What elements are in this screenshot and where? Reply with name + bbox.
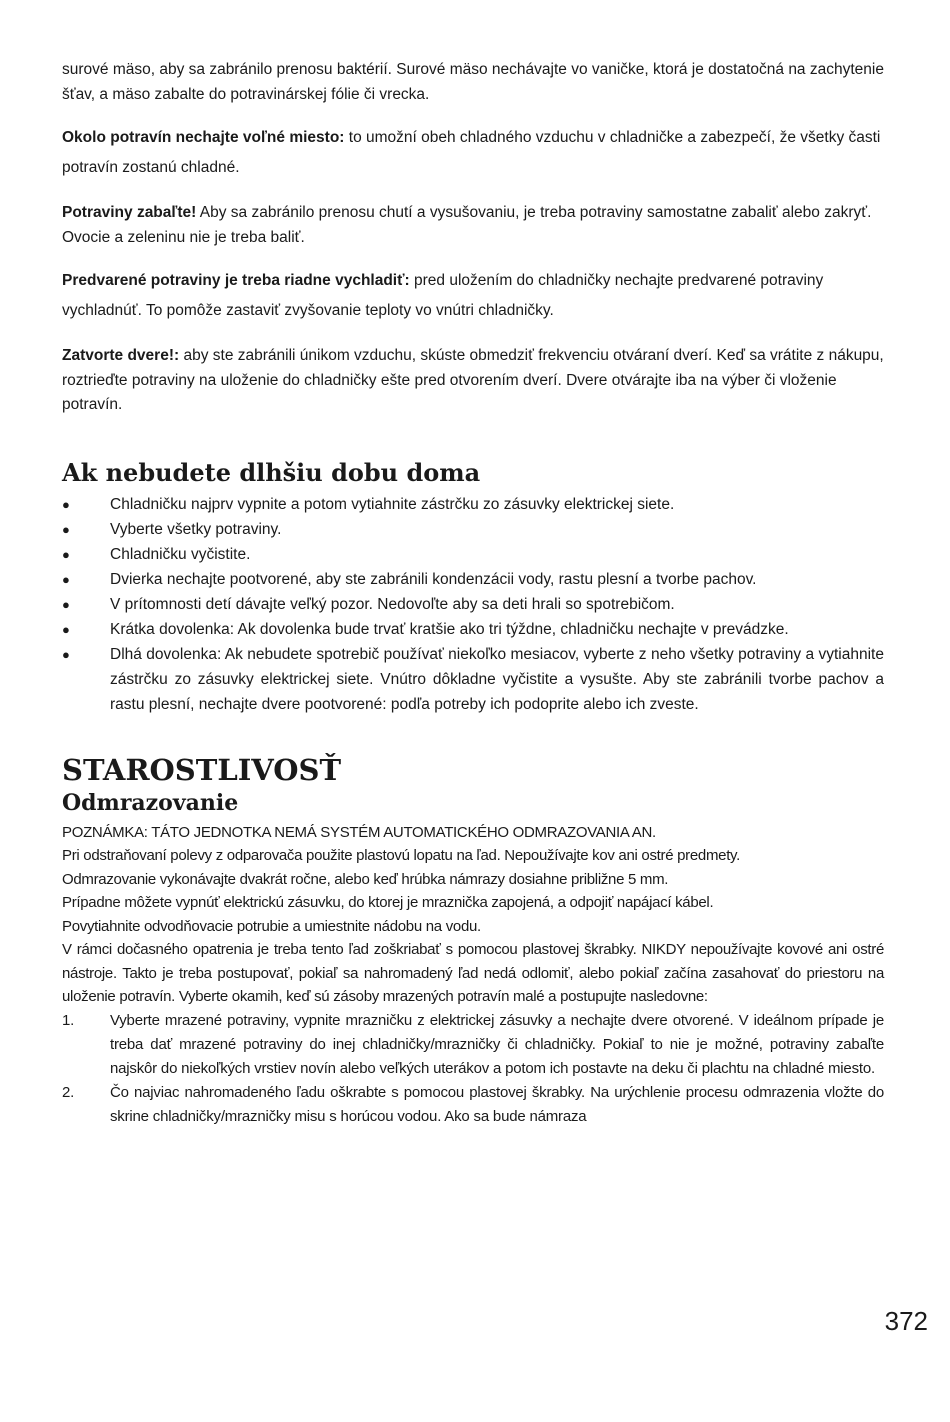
list-item: ● Chladničku vyčistite. bbox=[62, 542, 884, 567]
paragraph-free-space-text: to umožní obeh chladného vzduchu v chladničke a zabezpečí, že všetky časti potravín zostanú chladné. bbox=[62, 129, 881, 176]
paragraph-free-space bbox=[62, 123, 884, 183]
list-item: ● Chladničku najprv vypnite a potom vytiahnite zástrčku zo zásuvky elektrickej siete. bbox=[62, 492, 884, 517]
bullet-icon: ● bbox=[62, 496, 70, 512]
care-line: Odmrazovanie vykonávajte dvakrát ročne, alebo keď hrúbka námrazy dosiahne približne 5 mm. bbox=[62, 870, 669, 888]
subheading-defrosting: Odmrazovanie bbox=[62, 789, 239, 816]
care-line: Prípadne môžete vypnúť elektrickú zásuvku, do ktorej je mraznička zapojená, a odpojiť napájací kábel. bbox=[62, 894, 714, 911]
paragraph-cool-food-lead: Predvarené potraviny je treba riadne vychladiť: bbox=[62, 272, 410, 289]
paragraph-wrap-food bbox=[62, 201, 884, 250]
paragraph-cool-food-text: pred uložením do chladničky nechajte predvarené potraviny vychladnúť. To pomôže zastaviť zvyšovanie teploty vo vnútri chladničky. bbox=[62, 272, 824, 319]
list-item: ● Dvierka nechajte pootvorené, aby ste zabránili kondenzácii vody, rastu plesní a tvorbe pachov. bbox=[62, 567, 884, 592]
list-item: ● V prítomnosti detí dávajte veľký pozor. Nedovoľte aby sa deti hrali so spotrebičom. bbox=[62, 592, 884, 617]
bullet-icon: ● bbox=[62, 521, 70, 537]
paragraph-raw-meat: surové mäso, aby sa zabránilo prenosu baktérií. Surové mäso nechávajte vo vaničke, ktorá je dostatočná na zachytenie šťav, a mäso zabalte do potravinárskej fólie či vrecka. bbox=[62, 61, 884, 103]
bullet-icon: ● bbox=[62, 546, 70, 562]
care-line: Pri odstraňovaní polevy z odparovača použite plastovú lopatu na ľad. Nepoužívajte kov ani ostré predmety. bbox=[62, 847, 741, 864]
bullet-icon: ● bbox=[62, 621, 70, 637]
bullet-icon: ● bbox=[62, 571, 70, 587]
away-bullet-list bbox=[62, 492, 884, 717]
paragraph-wrap-food-lead: Potraviny zabaľte! bbox=[62, 204, 197, 221]
step-number: 1. bbox=[62, 1011, 75, 1029]
page-number: 372 bbox=[884, 1306, 928, 1336]
bullet-icon: ● bbox=[62, 596, 70, 612]
section-heading-away: Ak nebudete dlhšiu dobu doma bbox=[62, 457, 481, 487]
paragraph-free-space-lead: Okolo potravín nechajte voľné miesto: bbox=[62, 129, 345, 146]
list-item: ● Krátka dovolenka: Ak dovolenka bude trvať kratšie ako tri týždne, chladničku nechajte v prevádzke. bbox=[62, 617, 884, 642]
paragraph-close-door-text: aby ste zabránili únikom vzduchu, skúste obmedziť frekvenciu otváraní dverí. Keď sa vrátite z nákupu, roztrieďte potraviny na uloženie do chladničky ešte pred otvorením dverí. Dvere otvárajte iba na výber či vloženie potravín. bbox=[62, 347, 884, 413]
document-page bbox=[62, 58, 884, 1129]
care-note: POZNÁMKA: TÁTO JEDNOTKA NEMÁ SYSTÉM AUTOMATICKÉHO ODMRAZOVANIA AN. bbox=[62, 823, 656, 841]
paragraph-wrap-food-text: Aby sa zabránilo prenosu chutí a vysušovaniu, je treba potraviny samostatne zabaliť alebo zakryť. Ovocie a zeleninu nie je treba baliť. bbox=[62, 204, 872, 246]
list-item: ● Dlhá dovolenka: Ak nebudete spotrebič používať niekoľko mesiacov, vyberte z neho všetky potraviny a vytiahnite zástrčku zo zásuvky elektrickej siete. Vnútro dôkladne vyčistite a vysušte. Aby ste zabránili tvorbe pachov a rastu plesní, nechajte dvere pootvorené: podľa potreby ich podoprite alebo ich zveste. bbox=[62, 642, 884, 717]
care-line: V rámci dočasného opatrenia je treba tento ľad zoškriabať s pomocou plastovej škrabky. NIKDY nepoužívajte kovové ani ostré nástroje. Takto je treba postupovať, pokiaľ sa nahromadený ľad nedá odlomiť, alebo pokiaľ začína zasahovať do priestoru na uloženie potravín. Vyberte okamih, keď sú zásoby mrazených potravín malé a postupujte nasledovne: bbox=[62, 941, 884, 1005]
step-number: 2. bbox=[62, 1083, 75, 1101]
list-item: 1. Vyberte mrazené potraviny, vypnite mrazničku z elektrickej zásuvky a nechajte dvere otvorené. V ideálnom prípade je treba dať mrazené potraviny do inej chladničky/mrazničky či chladničky. Pokiaľ to nie je možné, potraviny zabaľte najskôr do niekoľkých vrstiev novín alebo veľkých uterákov a potom ich postavte na deku či plachtu na chladné miesto. bbox=[62, 1009, 884, 1081]
defrost-steps bbox=[62, 1009, 884, 1129]
care-line: Povytiahnite odvodňovacie potrubie a umiestnite nádobu na vodu. bbox=[62, 917, 481, 935]
paragraph-cool-food bbox=[62, 266, 884, 326]
section-heading-care: STAROSTLIVOSŤ bbox=[62, 752, 342, 787]
list-item: 2. Čo najviac nahromadeného ľadu oškrabte s pomocou plastovej škrabky. Na urýchlenie procesu odmrazenia vložte do skrine chladničky/mrazničky misu s horúcou vodou. Ako sa bude námraza bbox=[62, 1081, 884, 1129]
bullet-icon: ● bbox=[62, 646, 70, 662]
paragraph-close-door bbox=[62, 344, 884, 418]
paragraph-close-door-lead: Zatvorte dvere!: bbox=[62, 347, 180, 364]
list-item: ● Vyberte všetky potraviny. bbox=[62, 517, 884, 542]
